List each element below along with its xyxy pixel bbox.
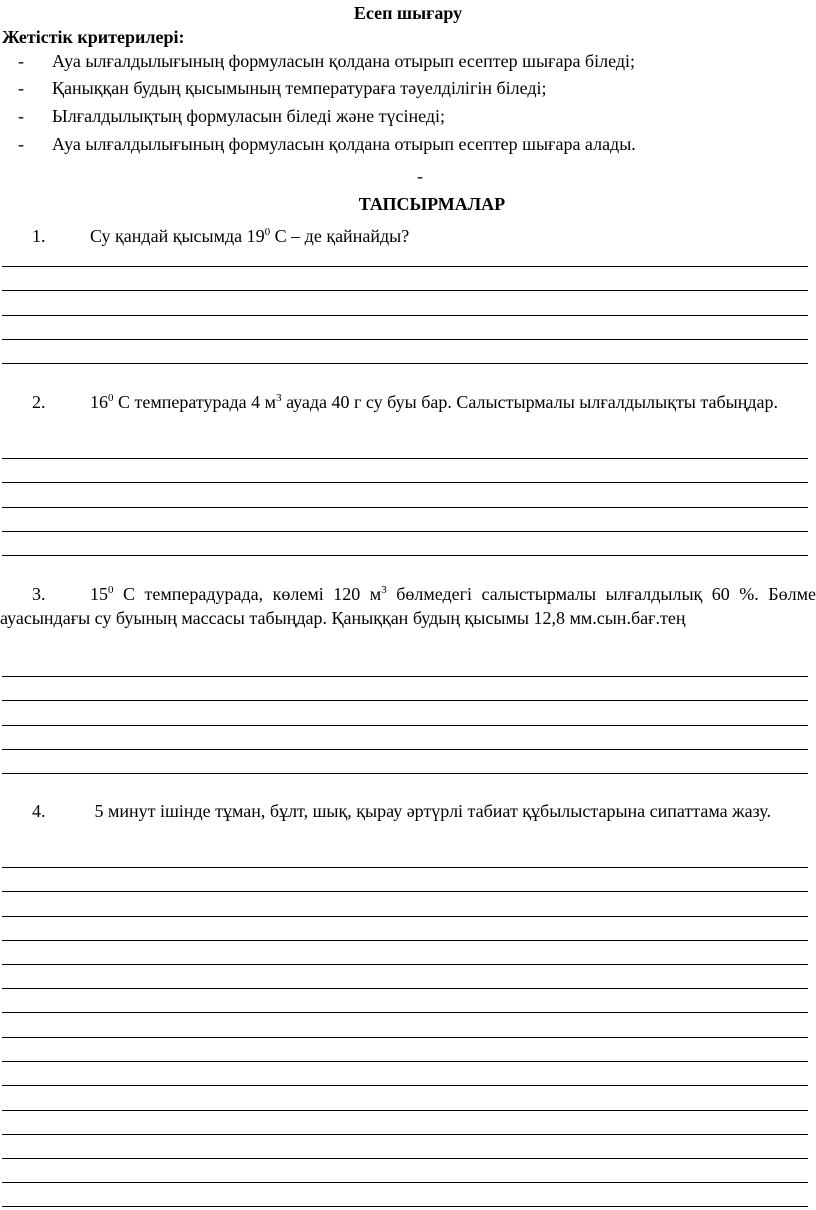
task-4 bbox=[0, 799, 816, 823]
superscript: 0 bbox=[108, 584, 114, 596]
tasks-title: ТАПСЫРМАЛАР bbox=[358, 194, 506, 214]
answer-line[interactable] bbox=[2, 1061, 808, 1062]
criteria-text: Ылғалдылықтың формуласын біледі және түсінеді; bbox=[52, 106, 446, 126]
answer-line[interactable] bbox=[2, 725, 808, 726]
answer-line[interactable] bbox=[2, 290, 808, 291]
answer-line[interactable] bbox=[2, 867, 808, 868]
answer-line[interactable] bbox=[2, 1012, 808, 1013]
task-text: ауада 40 г су буы бар. Салыстырмалы ылғалдылықты табыңдар. bbox=[281, 392, 779, 412]
superscript: 3 bbox=[276, 392, 282, 404]
superscript: 3 bbox=[381, 584, 387, 596]
answer-line[interactable] bbox=[2, 1110, 808, 1111]
bullet-dash: - bbox=[18, 51, 24, 71]
answer-line[interactable] bbox=[2, 531, 808, 532]
page-title: Есеп шығару bbox=[353, 3, 463, 23]
answer-line[interactable] bbox=[2, 482, 808, 483]
answer-line[interactable] bbox=[2, 916, 808, 917]
answer-line[interactable] bbox=[2, 676, 808, 677]
task-number: 1. bbox=[32, 226, 46, 246]
task-text: 15 bbox=[90, 584, 108, 604]
answer-line[interactable] bbox=[2, 1037, 808, 1038]
answer-line[interactable] bbox=[2, 1182, 808, 1183]
answer-line[interactable] bbox=[2, 891, 808, 892]
task-text: бөлмедегі салыстырмалы ылғалдылық 60 %. Бөлме ауасындағы су буының массасы табыңдар. Қаныққан будың қысымы 12,8 мм.сын.бағ.тең bbox=[0, 584, 816, 628]
answer-line[interactable] bbox=[2, 555, 808, 556]
answer-line[interactable] bbox=[2, 315, 808, 316]
answer-line[interactable] bbox=[2, 1158, 808, 1159]
task-text: С – де қайнайды? bbox=[270, 226, 410, 246]
task-3 bbox=[0, 582, 816, 630]
answer-line[interactable] bbox=[2, 1134, 808, 1135]
answer-line[interactable] bbox=[2, 1206, 808, 1207]
criteria-item bbox=[18, 106, 445, 127]
answer-line[interactable] bbox=[2, 988, 808, 989]
task-text: Су қандай қысымда 19 bbox=[90, 226, 265, 246]
superscript: 0 bbox=[264, 226, 271, 238]
task-number: 3. bbox=[32, 584, 46, 604]
task-text: 16 bbox=[90, 392, 108, 412]
criteria-item bbox=[18, 78, 547, 99]
task-text: С темперадурада, көлемі 120 м bbox=[113, 584, 382, 604]
answer-line[interactable] bbox=[2, 940, 808, 941]
bullet-dash: - bbox=[18, 134, 24, 154]
answer-line[interactable] bbox=[2, 507, 808, 508]
task-2 bbox=[0, 390, 816, 414]
task-1 bbox=[0, 224, 816, 248]
criteria-item bbox=[18, 134, 636, 155]
answer-line[interactable] bbox=[2, 1085, 808, 1086]
answer-line[interactable] bbox=[2, 700, 808, 701]
bullet-dash: - bbox=[18, 78, 24, 98]
criteria-heading: Жетістік критерилері: bbox=[2, 27, 185, 47]
criteria-text: Ауа ылғалдылығының формуласын қолдана отырып есептер шығара алады. bbox=[52, 134, 636, 154]
answer-line[interactable] bbox=[2, 964, 808, 965]
separator-dash: - bbox=[417, 166, 423, 186]
task-number: 2. bbox=[32, 392, 46, 412]
task-text: 5 минут ішінде тұман, бұлт, шық, қырау әртүрлі табиат құбылыстарына сипаттама жазу. bbox=[90, 801, 771, 821]
answer-line[interactable] bbox=[2, 363, 808, 364]
answer-line[interactable] bbox=[2, 339, 808, 340]
task-number: 4. bbox=[32, 801, 46, 821]
task-text: С температурада 4 м bbox=[113, 392, 277, 412]
answer-line[interactable] bbox=[2, 773, 808, 774]
answer-line[interactable] bbox=[2, 266, 808, 267]
criteria-text: Қаныққан будың қысымының температураға тәуелділігін біледі; bbox=[52, 78, 547, 98]
superscript: 0 bbox=[108, 392, 114, 404]
criteria-text: Ауа ылғалдылығының формуласын қолдана отырып есептер шығара біледі; bbox=[52, 51, 635, 71]
answer-line[interactable] bbox=[2, 749, 808, 750]
criteria-item bbox=[18, 51, 635, 72]
bullet-dash: - bbox=[18, 106, 24, 126]
answer-line[interactable] bbox=[2, 458, 808, 459]
